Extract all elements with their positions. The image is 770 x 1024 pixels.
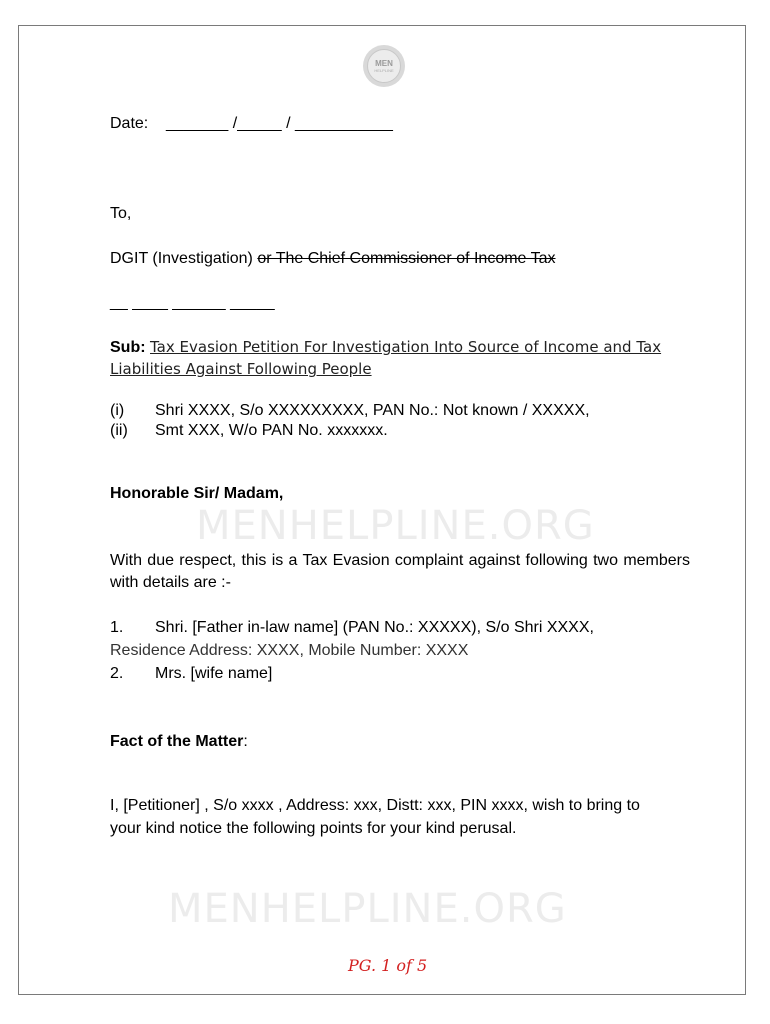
subject-label: Sub: <box>110 339 146 356</box>
subject-block <box>110 336 661 380</box>
page-number: PG. 1 of 5 <box>348 956 428 975</box>
subject-line-1: Tax Evasion Petition For Investigation Into Source of Income and Tax <box>150 338 662 356</box>
to-line: To, <box>110 205 132 222</box>
fact-heading <box>110 732 248 752</box>
salutation: Honorable Sir/ Madam, <box>110 485 284 502</box>
list-item <box>110 401 590 421</box>
people-list <box>110 401 590 441</box>
list-item-text: Shri. [Father in-law name] (PAN No.: XXXXX), S/o Shri XXXX, <box>155 619 594 636</box>
list-item-number: (ii) <box>110 422 128 439</box>
list-item-number: 1. <box>110 619 124 636</box>
logo-seal-icon <box>367 49 401 83</box>
member-item-1 <box>110 618 594 638</box>
fact-heading-label: Fact of the Matter <box>110 733 244 750</box>
list-item-text: Mrs. [wife name] <box>155 665 273 682</box>
petitioner-line-1: I, [Petitioner] , S/o xxxx , Address: xxx, Distt: xxx, PIN xxxx, wish to bring to <box>110 797 640 814</box>
list-item <box>110 421 590 441</box>
logo-text: MEN <box>375 58 393 68</box>
logo-subtext: HELPLINE <box>374 67 394 73</box>
menhelpline-logo <box>363 45 405 87</box>
list-item-text: Shri XXXX, S/o XXXXXXXXX, PAN No.: Not known / XXXXX, <box>155 402 590 419</box>
list-item-number: (i) <box>110 402 125 419</box>
addressee-main: DGIT (Investigation) <box>110 250 258 267</box>
list-item-number: 2. <box>110 665 124 682</box>
addressee-line <box>110 249 556 269</box>
date-line: Date: _______ /_____ / ___________ <box>110 115 393 132</box>
watermark-top: MENHELPLINE.ORG <box>196 503 595 549</box>
list-item-text: Smt XXX, W/o PAN No. xxxxxxx. <box>155 422 388 439</box>
subject-line-2: Liabilities Against Following People <box>110 360 372 378</box>
intro-paragraph: With due respect, this is a Tax Evasion complaint against following two members with details are :- <box>110 552 690 591</box>
fact-heading-colon: : <box>243 733 248 750</box>
member-item-2 <box>110 664 272 684</box>
petitioner-line-2: your kind notice the following points for your kind perusal. <box>110 820 517 837</box>
addressee-struck: or The Chief Commissioner of Income Tax <box>257 250 556 267</box>
watermark-bottom: MENHELPLINE.ORG <box>168 886 567 932</box>
member-1-address: Residence Address: XXXX, Mobile Number: XXXX <box>110 642 469 659</box>
blank-addressee-line: __ ____ ______ _____ <box>110 294 275 311</box>
